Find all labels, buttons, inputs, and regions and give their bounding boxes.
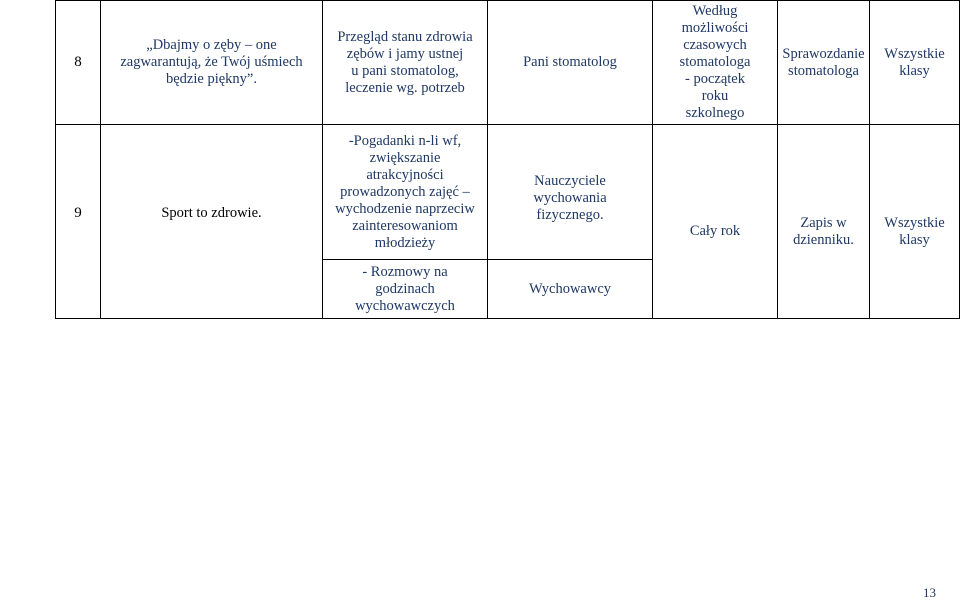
row-number: 9 (56, 125, 101, 319)
responsible-cell-secondary: Wychowawcy (488, 260, 653, 319)
table-row (56, 125, 960, 260)
form-cell: -Pogadanki n-li wf, zwiększanie atrakcyjności prowadzonych zajęć – wychodzenie naprzeciw zainteresowaniom młodzieży (323, 125, 488, 260)
responsible-cell: Pani stomatolog (488, 1, 653, 125)
evaluation-cell: Sprawozdanie stomatologa (778, 1, 870, 125)
form-cell-secondary: - Rozmowy na godzinach wychowawczych (323, 260, 488, 319)
target-cell: Wszystkie klasy (870, 1, 960, 125)
target-cell: Wszystkie klasy (870, 125, 960, 319)
task-cell: Sport to zdrowie. (101, 125, 323, 319)
page-number: 13 (923, 585, 936, 600)
date-cell: Według możliwości czasowych stomatologa - początek roku szkolnego (653, 1, 778, 125)
form-cell: Przegląd stanu zdrowia zębów i jamy ustnej u pani stomatolog, leczenie wg. potrzeb (323, 1, 488, 125)
task-cell: „Dbajmy o zęby – one zagwarantują, że Twój uśmiech będzie piękny”. (101, 1, 323, 125)
activities-table (55, 0, 960, 319)
table-row (56, 1, 960, 125)
responsible-cell: Nauczyciele wychowania fizycznego. (488, 125, 653, 260)
date-cell: Cały rok (653, 125, 778, 319)
row-number: 8 (56, 1, 101, 125)
evaluation-cell: Zapis w dzienniku. (778, 125, 870, 319)
